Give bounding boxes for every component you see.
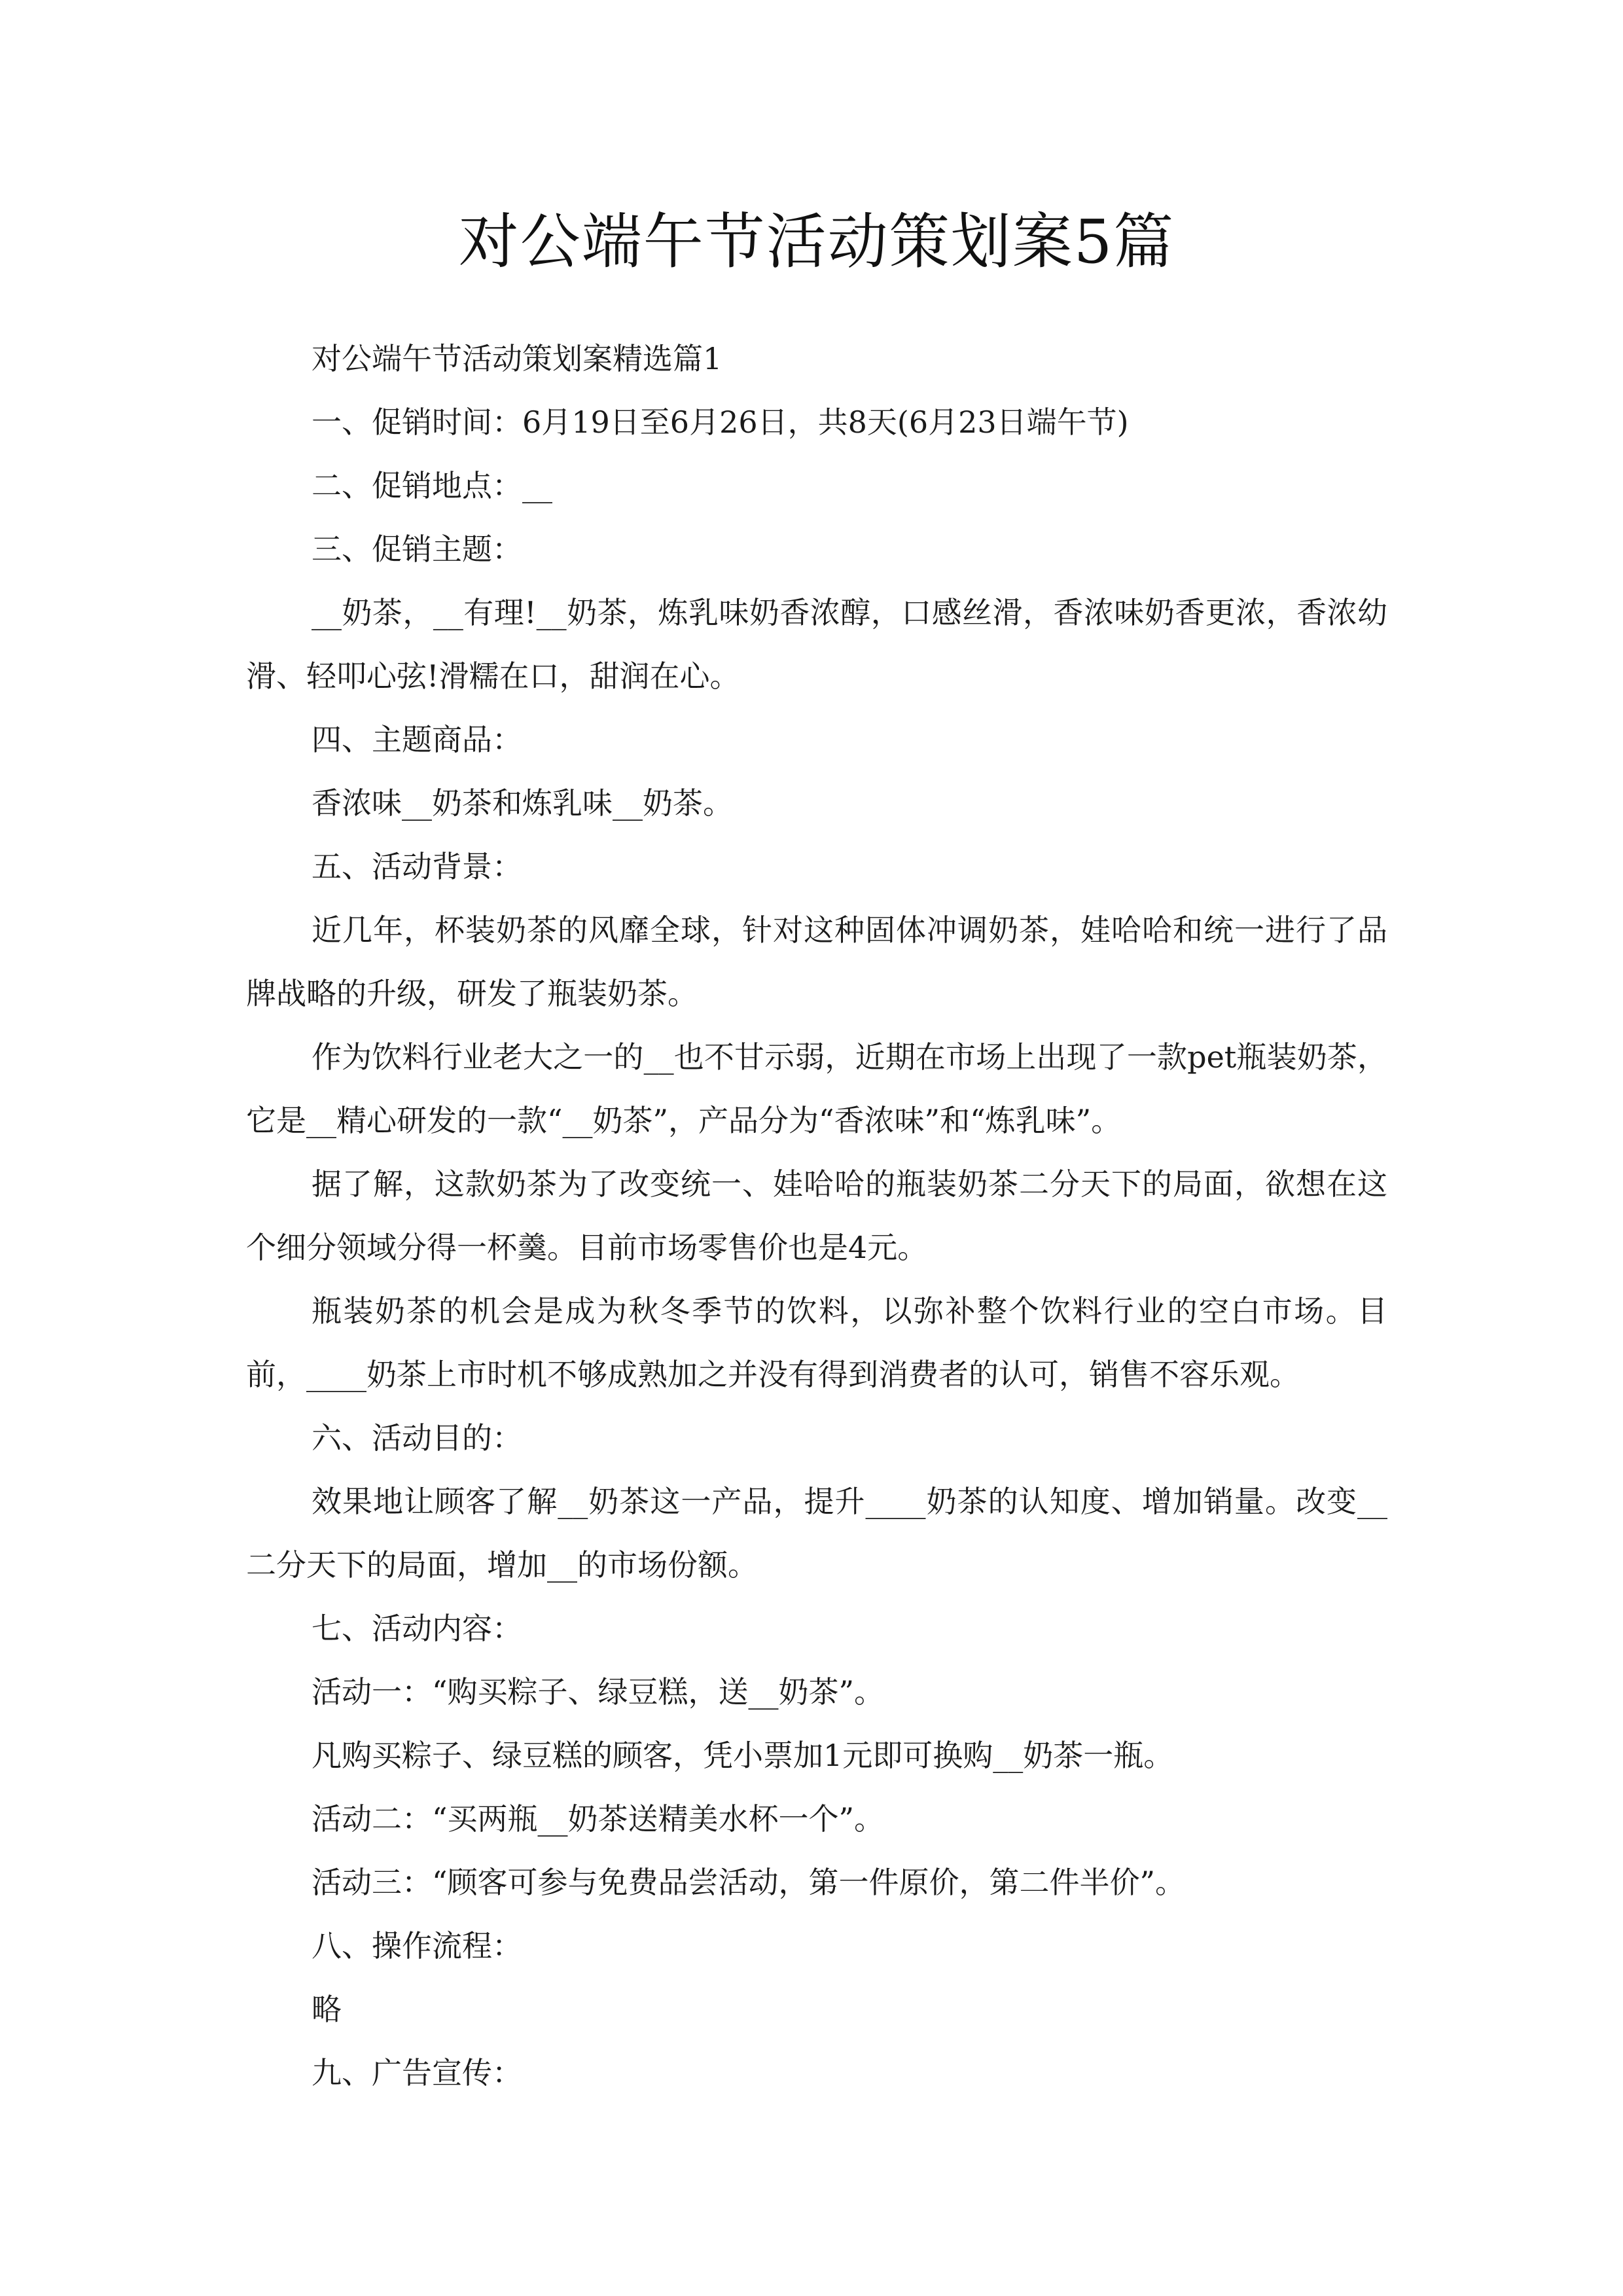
document-title: 对公端午节活动策划案5篇 [458, 207, 1175, 277]
process-paragraph: 略 [312, 1992, 342, 2027]
theme-products-heading: 四、主题商品： [312, 722, 522, 757]
content-heading: 七、活动内容： [312, 1611, 522, 1646]
goal-heading: 六、活动目的： [312, 1420, 522, 1456]
process-heading: 八、操作流程： [312, 1928, 522, 1964]
goal-paragraph: 效果地让顾客了解__奶茶这一产品，提升____奶茶的认知度、增加销量。改变__二分天下的局面，增加__的市场份额。 [246, 1484, 1387, 1583]
promotion-time-paragraph: 一、促销时间：6月19日至6月26日，共8天(6月23日端午节) [312, 404, 1129, 440]
activity-one-paragraph: 活动一：“购买粽子、绿豆糕，送__奶茶”。 [312, 1674, 885, 1710]
promotion-location-paragraph: 二、促销地点：__ [312, 468, 552, 503]
advertising-heading: 九、广告宣传： [312, 2055, 522, 2090]
theme-products-paragraph: 香浓味__奶茶和炼乳味__奶茶。 [312, 785, 733, 821]
promotion-theme-paragraph: __奶茶，__有理!__奶茶，炼乳味奶香浓醇，口感丝滑，香浓味奶香更浓，香浓幼滑、轻叩心弦!滑糯在口，甜润在心。 [246, 595, 1387, 694]
activity-three-paragraph: 活动三：“顾客可参与免费品尝活动，第一件原价，第二件半价”。 [312, 1865, 1186, 1900]
background-paragraph-3: 据了解，这款奶茶为了改变统一、娃哈哈的瓶装奶茶二分天下的局面，欲想在这个细分领域分得一杯羹。目前市场零售价也是4元。 [246, 1166, 1387, 1265]
background-heading: 五、活动背景： [312, 849, 522, 884]
promotion-theme-heading: 三、促销主题： [312, 531, 522, 567]
subtitle-paragraph: 对公端午节活动策划案精选篇1 [312, 341, 722, 376]
activity-two-paragraph: 活动二：“买两瓶__奶茶送精美水杯一个”。 [312, 1801, 885, 1837]
background-paragraph-1: 近几年，杯装奶茶的风靡全球，针对这种固体冲调奶茶，娃哈哈和统一进行了品牌战略的升级，研发了瓶装奶茶。 [246, 912, 1387, 1011]
activity-one-detail-paragraph: 凡购买粽子、绿豆糕的顾客，凭小票加1元即可换购__奶茶一瓶。 [312, 1738, 1174, 1773]
background-paragraph-4: 瓶装奶茶的机会是成为秋冬季节的饮料，以弥补整个饮料行业的空白市场。目前，____奶茶上市时机不够成熟加之并没有得到消费者的认可，销售不容乐观。 [246, 1293, 1387, 1392]
background-paragraph-2: 作为饮料行业老大之一的__也不甘示弱，近期在市场上出现了一款pet瓶装奶茶，它是__精心研发的一款“__奶茶”，产品分为“香浓味”和“炼乳味”。 [246, 1039, 1387, 1138]
